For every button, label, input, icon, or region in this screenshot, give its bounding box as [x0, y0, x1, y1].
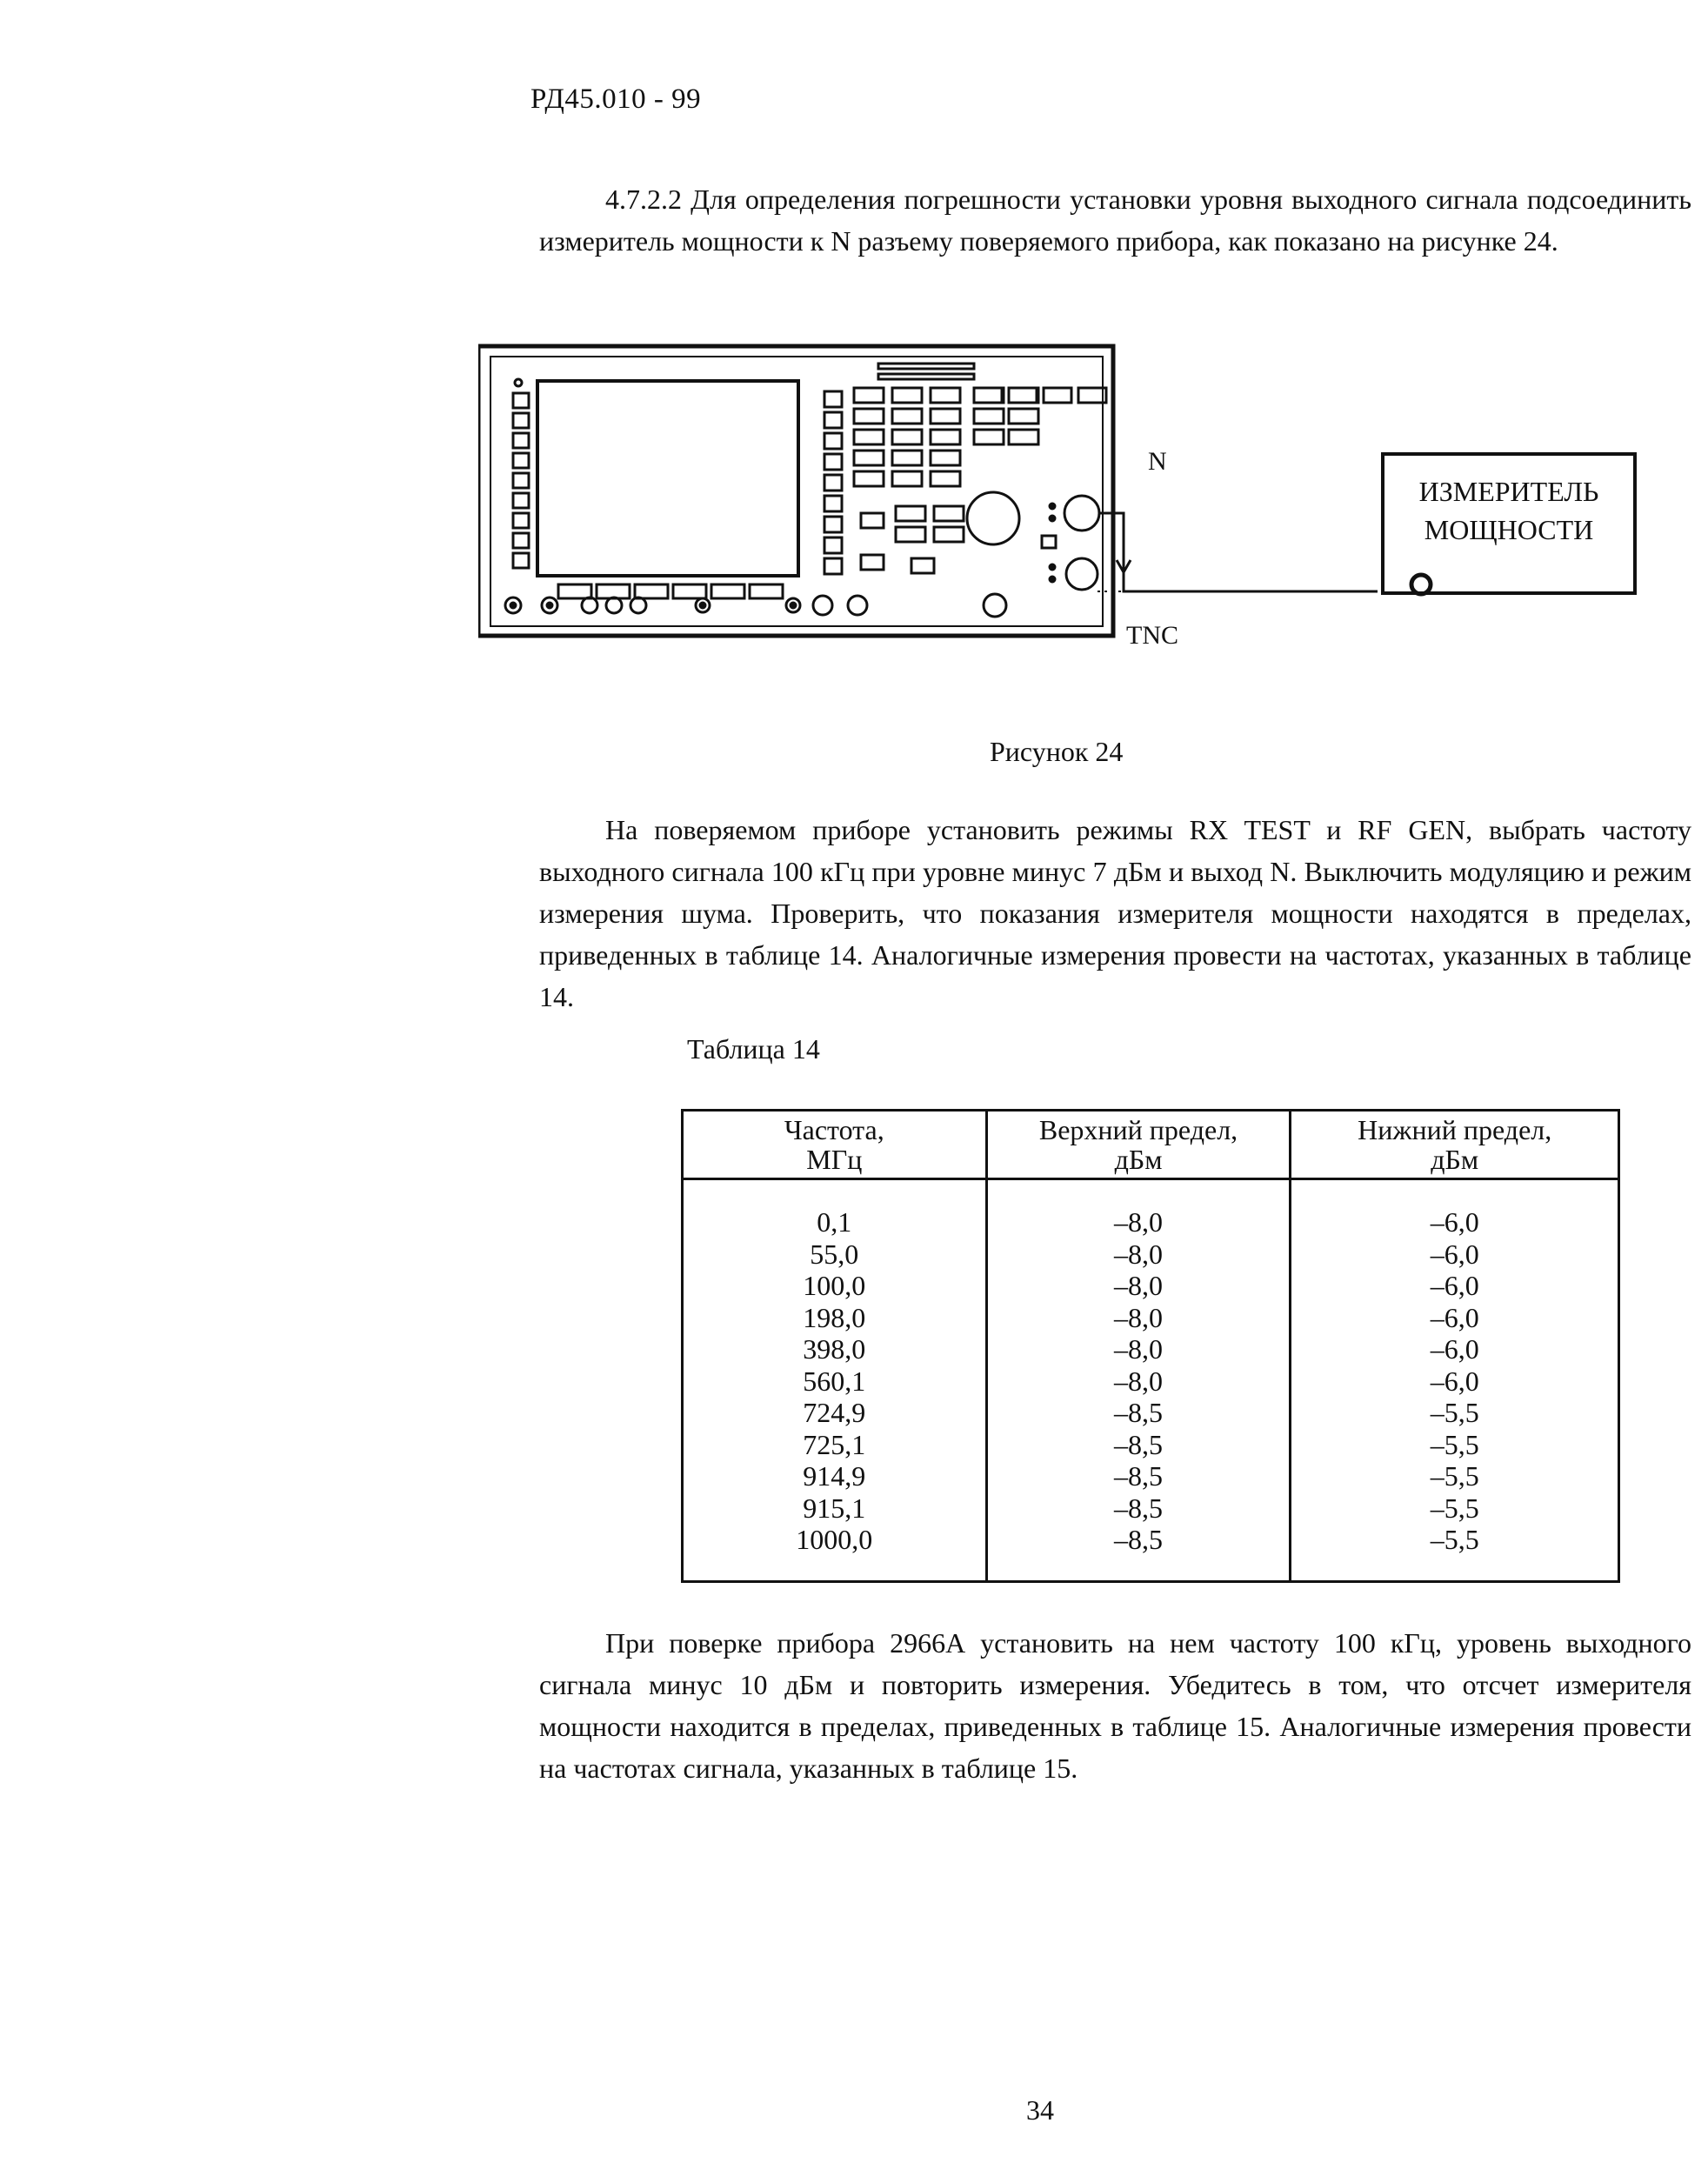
figure-caption: Рисунок 24: [990, 736, 1124, 767]
keypad-key: [892, 430, 922, 444]
keypad-key: [934, 527, 964, 542]
panel-knob: [582, 597, 597, 613]
table-cell: –8,5: [1114, 1524, 1164, 1555]
keypad-key: [1009, 388, 1038, 403]
keypad-key: [974, 430, 1004, 444]
rf-cable: [1099, 513, 1378, 591]
table-cell: –8,0: [1114, 1206, 1164, 1238]
side-key: [824, 517, 842, 532]
tuning-knob: [967, 492, 1019, 544]
panel-knob-center: [791, 603, 796, 608]
left-key: [513, 413, 529, 428]
header-lower-limit: Нижний предел, дБм: [1291, 1111, 1619, 1179]
side-key: [824, 391, 842, 407]
side-key: [824, 537, 842, 553]
table-cell: –8,5: [1114, 1492, 1164, 1524]
label-n: N: [1148, 447, 1167, 476]
table-cell: –8,5: [1114, 1460, 1164, 1492]
left-soft-keys: [513, 393, 529, 568]
left-key: [513, 473, 529, 488]
keypad-key: [854, 471, 884, 486]
table-cell: –8,0: [1114, 1333, 1164, 1365]
table-cell: –5,5: [1430, 1428, 1479, 1460]
left-key: [513, 533, 529, 548]
table-cell: –8,0: [1114, 1238, 1164, 1270]
side-key: [824, 496, 842, 511]
table-cell: –6,0: [1430, 1301, 1479, 1333]
side-key: [824, 558, 842, 574]
side-key: [824, 412, 842, 428]
keypad-key: [861, 513, 884, 528]
panel-knob-center: [510, 603, 516, 608]
instrument-screen: [537, 381, 798, 576]
panel-knob: [606, 597, 622, 613]
keypad-key: [1009, 409, 1038, 424]
table-cell: –8,0: [1114, 1270, 1164, 1301]
table-cell: –6,0: [1430, 1365, 1479, 1397]
meter-label-line2: МОЩНОСТИ: [1424, 514, 1594, 545]
figure-24-diagram: [478, 330, 1708, 678]
keypad-block: [854, 388, 1106, 573]
table-cell: –6,0: [1430, 1333, 1479, 1365]
table-cell: 915,1: [803, 1492, 866, 1524]
panel-knob: [813, 596, 832, 615]
panel-knob: [984, 594, 1006, 617]
panel-knob-center: [700, 603, 705, 608]
keypad-key: [892, 388, 922, 403]
panel-knob: [630, 597, 646, 613]
document-code: РД45.010 - 99: [530, 83, 702, 115]
table-cell: 725,1: [803, 1428, 866, 1460]
left-key: [513, 513, 529, 528]
keypad-key: [896, 527, 925, 542]
table-cell: 55,0: [810, 1238, 859, 1270]
left-key: [513, 553, 529, 568]
keypad-key: [931, 471, 960, 486]
table-cell: 560,1: [803, 1365, 866, 1397]
meter-label-line1: ИЗМЕРИТЕЛЬ: [1418, 476, 1599, 507]
keypad-key: [861, 555, 884, 570]
table-14: [681, 1109, 1620, 1583]
meter-input-connector: [1411, 575, 1431, 594]
keypad-key: [931, 388, 960, 403]
bottom-key: [711, 584, 744, 598]
bottom-soft-keys: [558, 584, 783, 598]
keypad-key: [1009, 430, 1038, 444]
page-number: 34: [1026, 2094, 1054, 2126]
keypad-key: [974, 388, 1002, 403]
keypad-key: [854, 451, 884, 465]
table-cell: 1000,0: [796, 1524, 873, 1555]
table-caption: Таблица 14: [687, 1033, 820, 1065]
label-tnc: TNC: [1126, 621, 1178, 650]
table-cell: –6,0: [1430, 1270, 1479, 1301]
keypad-key: [931, 409, 960, 424]
keypad-key: [854, 388, 884, 403]
keypad-key: [931, 451, 960, 465]
panel-knob-center: [547, 603, 552, 608]
keypad-key: [931, 430, 960, 444]
keypad-key: [934, 506, 964, 521]
left-key: [513, 433, 529, 448]
table-cell: –8,5: [1114, 1397, 1164, 1428]
table-cell: –5,5: [1430, 1460, 1479, 1492]
table-cell: –6,0: [1430, 1206, 1479, 1238]
column-lower-limit: [1291, 1179, 1619, 1582]
bottom-key: [558, 584, 591, 598]
side-key: [824, 454, 842, 470]
keypad-key: [892, 451, 922, 465]
keypad-key: [896, 506, 925, 521]
keypad-key: [854, 409, 884, 424]
paragraph-4-7-2-2: 4.7.2.2 Для определения погрешности установки уровня выходного сигнала подсоединить измеритель мощности к N разъему поверяемого прибора, как показано на рисунке 24.: [539, 184, 1691, 257]
table-cell: –8,0: [1114, 1301, 1164, 1333]
table-cell: –5,5: [1430, 1524, 1479, 1555]
keypad-key: [854, 430, 884, 444]
table-cell: 0,1: [817, 1206, 852, 1238]
left-key: [513, 393, 529, 408]
column-upper-limit: [986, 1179, 1291, 1582]
keypad-key: [911, 558, 934, 573]
table-cell: 724,9: [803, 1397, 866, 1428]
table-cell: 914,9: [803, 1460, 866, 1492]
keypad-key: [1009, 388, 1037, 403]
table-cell: 100,0: [803, 1270, 866, 1301]
header-frequency: Частота, МГц: [683, 1111, 987, 1179]
header-upper-limit: Верхний предел, дБм: [986, 1111, 1291, 1179]
tnc-connector: [1066, 558, 1098, 590]
side-key: [824, 433, 842, 449]
bottom-key: [673, 584, 706, 598]
paragraph-procedure: На поверяемом приборе установить режимы RX TEST и RF GEN, выбрать частоту выходного сигнала 100 кГц при уровне минус 7 дБм и выход N. Выключить модуляцию и режим измерения шума. Проверить, что показания измерителя мощности находятся в пределах, приведенных в таблице 14. Аналогичные измерения провести на частотах, указанных в таблице 14.: [539, 814, 1691, 1012]
panel-knob: [848, 596, 867, 615]
left-key: [513, 453, 529, 468]
table-cell: 198,0: [803, 1301, 866, 1333]
bottom-key: [635, 584, 668, 598]
n-connector: [1064, 496, 1099, 531]
paragraph-2966a: При поверке прибора 2966А установить на нем частоту 100 кГц, уровень выходного сигнала минус 10 дБм и повторить измерения. Убедитесь в том, что отсчет измерителя мощности находится в пределах, приведенных в таблице 15. Аналогичные измерения провести на частотах сигнала, указанных в таблице 15.: [539, 1627, 1691, 1784]
column-frequency: [683, 1179, 987, 1582]
table-cell: 398,0: [803, 1333, 866, 1365]
keypad-key: [892, 409, 922, 424]
instrument-frame: [478, 346, 1113, 636]
keypad-key: [974, 409, 1004, 424]
table-cell: –5,5: [1430, 1492, 1479, 1524]
bottom-key: [750, 584, 783, 598]
screen-side-keys: [824, 391, 842, 574]
keypad-key: [1044, 388, 1071, 403]
table-cell: –6,0: [1430, 1238, 1479, 1270]
table-cell: –8,5: [1114, 1428, 1164, 1460]
side-key: [824, 475, 842, 491]
table-cell: –8,0: [1114, 1365, 1164, 1397]
table-cell: –5,5: [1430, 1397, 1479, 1428]
left-key: [513, 493, 529, 508]
keypad-key: [974, 388, 1004, 403]
keypad-key: [892, 471, 922, 486]
